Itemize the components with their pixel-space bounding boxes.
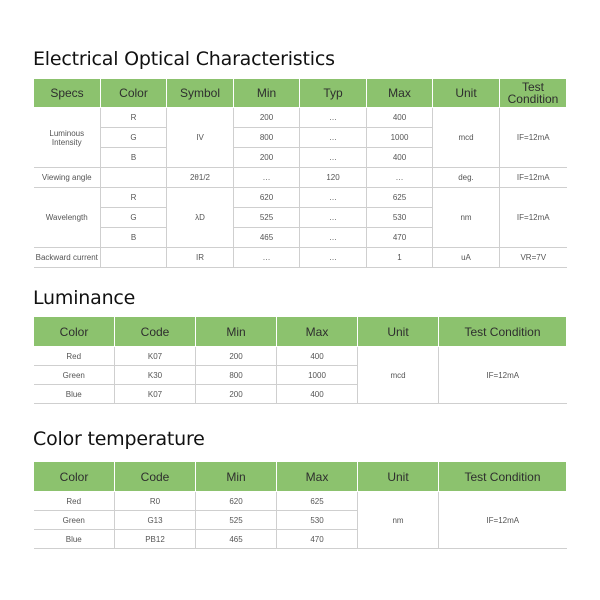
header-unit: Unit bbox=[433, 79, 500, 108]
max-cell: 625 bbox=[277, 492, 358, 511]
max-cell: 400 bbox=[277, 385, 358, 404]
electrical-table bbox=[33, 78, 567, 268]
color-cell: Green bbox=[34, 511, 115, 530]
min-cell: 620 bbox=[234, 188, 300, 208]
min-cell: 800 bbox=[234, 128, 300, 148]
condition-cell: VR=7V bbox=[500, 248, 567, 268]
unit-cell: nm bbox=[358, 492, 439, 549]
header-unit: Unit bbox=[358, 317, 439, 347]
typ-cell: … bbox=[300, 128, 367, 148]
max-cell: 400 bbox=[367, 148, 433, 168]
color-cell: G bbox=[101, 208, 167, 228]
color-cell: Green bbox=[34, 366, 115, 385]
code-cell: G13 bbox=[115, 511, 196, 530]
color-cell bbox=[101, 248, 167, 268]
table-header-row bbox=[34, 79, 567, 108]
color-temperature-table bbox=[33, 461, 567, 549]
min-cell: 200 bbox=[196, 385, 277, 404]
condition-cell: IF=12mA bbox=[439, 347, 567, 404]
header-test-condition: Test Condition bbox=[439, 462, 567, 492]
min-cell: 525 bbox=[196, 511, 277, 530]
min-cell: 465 bbox=[234, 228, 300, 248]
max-cell: 400 bbox=[277, 347, 358, 366]
min-cell: … bbox=[234, 248, 300, 268]
header-max: Max bbox=[277, 317, 358, 347]
typ-cell: … bbox=[300, 208, 367, 228]
typ-cell: 120 bbox=[300, 168, 367, 188]
condition-cell: IF=12mA bbox=[439, 492, 567, 549]
min-cell: … bbox=[234, 168, 300, 188]
max-cell: 1 bbox=[367, 248, 433, 268]
symbol-cell: 2θ1/2 bbox=[167, 168, 234, 188]
color-cell: Red bbox=[34, 492, 115, 511]
header-code: Code bbox=[115, 462, 196, 492]
header-color: Color bbox=[101, 79, 167, 108]
unit-cell: mcd bbox=[358, 347, 439, 404]
condition-cell: IF=12mA bbox=[500, 108, 567, 168]
code-cell: PB12 bbox=[115, 530, 196, 549]
header-color: Color bbox=[34, 462, 115, 492]
header-symbol: Symbol bbox=[167, 79, 234, 108]
code-cell: R0 bbox=[115, 492, 196, 511]
min-cell: 800 bbox=[196, 366, 277, 385]
table-row bbox=[34, 168, 567, 188]
symbol-cell: IR bbox=[167, 248, 234, 268]
header-unit: Unit bbox=[358, 462, 439, 492]
header-max: Max bbox=[367, 79, 433, 108]
header-specs: Specs bbox=[34, 79, 101, 108]
min-cell: 465 bbox=[196, 530, 277, 549]
header-color: Color bbox=[34, 317, 115, 347]
table-row bbox=[34, 188, 567, 208]
symbol-cell: IV bbox=[167, 108, 234, 168]
min-cell: 200 bbox=[196, 347, 277, 366]
typ-cell: … bbox=[300, 148, 367, 168]
max-cell: 470 bbox=[277, 530, 358, 549]
electrical-title: Electrical Optical Characteristics bbox=[33, 48, 335, 70]
max-cell: 470 bbox=[367, 228, 433, 248]
typ-cell: … bbox=[300, 248, 367, 268]
typ-cell: … bbox=[300, 228, 367, 248]
color-temperature-title: Color temperature bbox=[33, 428, 205, 450]
code-cell: K07 bbox=[115, 385, 196, 404]
typ-cell: … bbox=[300, 188, 367, 208]
color-cell: Red bbox=[34, 347, 115, 366]
header-test-condition: Test Condition bbox=[500, 79, 567, 108]
color-cell: Blue bbox=[34, 530, 115, 549]
table-row bbox=[34, 492, 567, 511]
spec-cell: Luminous Intensity bbox=[34, 108, 101, 168]
color-cell bbox=[101, 168, 167, 188]
header-min: Min bbox=[196, 317, 277, 347]
table-header-row bbox=[34, 462, 567, 492]
condition-cell: IF=12mA bbox=[500, 168, 567, 188]
max-cell: 625 bbox=[367, 188, 433, 208]
symbol-cell: λD bbox=[167, 188, 234, 248]
typ-cell: … bbox=[300, 108, 367, 128]
color-cell: Blue bbox=[34, 385, 115, 404]
min-cell: 620 bbox=[196, 492, 277, 511]
color-cell: R bbox=[101, 188, 167, 208]
code-cell: K30 bbox=[115, 366, 196, 385]
color-cell: G bbox=[101, 128, 167, 148]
color-cell: R bbox=[101, 108, 167, 128]
color-cell: B bbox=[101, 228, 167, 248]
table-row bbox=[34, 347, 567, 366]
luminance-table bbox=[33, 316, 567, 404]
max-cell: 1000 bbox=[367, 128, 433, 148]
min-cell: 200 bbox=[234, 108, 300, 128]
header-test-condition: Test Condition bbox=[439, 317, 567, 347]
unit-cell: deg. bbox=[433, 168, 500, 188]
max-cell: 530 bbox=[367, 208, 433, 228]
color-cell: B bbox=[101, 148, 167, 168]
unit-cell: mcd bbox=[433, 108, 500, 168]
header-min: Min bbox=[196, 462, 277, 492]
unit-cell: nm bbox=[433, 188, 500, 248]
spec-cell: Viewing angle bbox=[34, 168, 101, 188]
table-row bbox=[34, 248, 567, 268]
header-min: Min bbox=[234, 79, 300, 108]
max-cell: 1000 bbox=[277, 366, 358, 385]
max-cell: 530 bbox=[277, 511, 358, 530]
spec-cell: Backward current bbox=[34, 248, 101, 268]
max-cell: … bbox=[367, 168, 433, 188]
header-code: Code bbox=[115, 317, 196, 347]
unit-cell: uA bbox=[433, 248, 500, 268]
condition-cell: IF=12mA bbox=[500, 188, 567, 248]
min-cell: 525 bbox=[234, 208, 300, 228]
table-header-row bbox=[34, 317, 567, 347]
header-typ: Typ bbox=[300, 79, 367, 108]
luminance-title: Luminance bbox=[33, 287, 136, 309]
spec-cell: Wavelength bbox=[34, 188, 101, 248]
max-cell: 400 bbox=[367, 108, 433, 128]
header-max: Max bbox=[277, 462, 358, 492]
table-row bbox=[34, 108, 567, 128]
code-cell: K07 bbox=[115, 347, 196, 366]
min-cell: 200 bbox=[234, 148, 300, 168]
